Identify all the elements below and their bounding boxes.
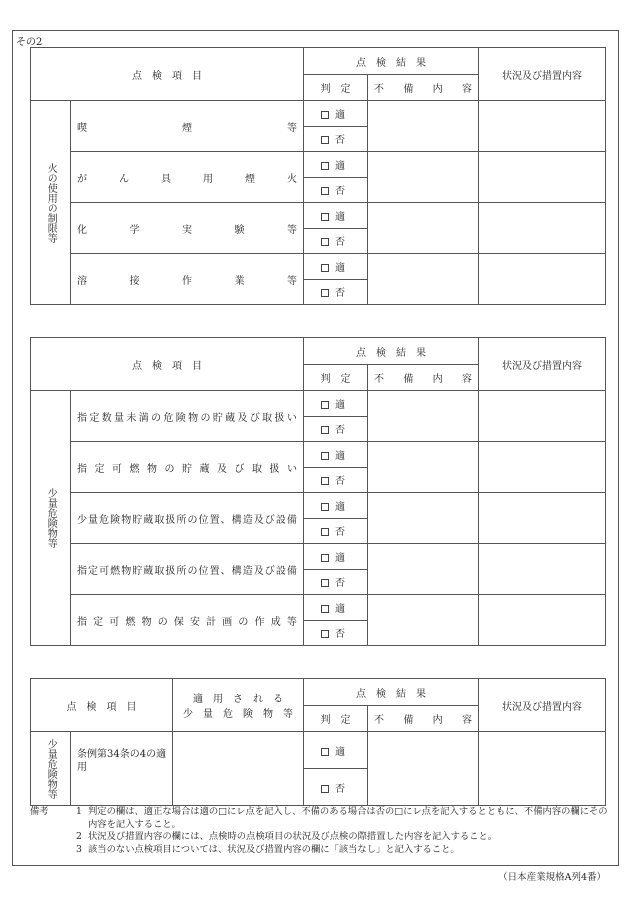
header-result: 点 検 結 果	[304, 48, 479, 75]
note-line	[76, 806, 610, 831]
note-line	[76, 844, 610, 857]
check-item-label: 溶 接 作 業 等	[77, 275, 297, 287]
status-cell[interactable]	[479, 203, 606, 254]
judge-ok-cell[interactable]	[304, 732, 368, 769]
defect-cell[interactable]	[368, 254, 479, 305]
header-result: 点 検 結 果	[304, 338, 479, 365]
checkbox-icon[interactable]	[321, 238, 329, 246]
defect-cell[interactable]	[368, 493, 479, 544]
note-number: 1	[76, 806, 82, 817]
note-text: 該当のない点検項目については、状況及び措置内容の欄に「該当なし」と記入すること。	[88, 843, 460, 855]
judge-ok-cell[interactable]	[304, 493, 368, 519]
judge-ng-cell-label: 否	[335, 288, 345, 300]
defect-cell[interactable]	[368, 152, 479, 203]
defect-cell[interactable]	[368, 442, 479, 493]
notes	[30, 806, 610, 856]
notes-label: 備考	[30, 806, 49, 817]
judge-ng-cell[interactable]	[304, 228, 368, 254]
check-item	[71, 391, 304, 442]
judge-ng-cell-label: 否	[335, 135, 345, 147]
small-hazard-table	[30, 337, 606, 646]
judge-ok-cell-label: 適	[335, 450, 345, 462]
judge-ok-cell[interactable]	[304, 391, 368, 417]
header-status: 状況及び措置内容	[479, 679, 606, 732]
item-label: 条例第34条の4の適用	[71, 732, 173, 806]
check-item-label: 少 量 危 険 物 貯 蔵 取 扱 所 の 位 置 、 構 造 及 び 設 備	[77, 514, 297, 526]
judge-ok-cell-label: 適	[335, 603, 345, 615]
category-label: 少量危険物等	[45, 738, 57, 799]
checkbox-icon[interactable]	[321, 452, 329, 460]
judge-ng-cell[interactable]	[304, 279, 368, 305]
check-item	[71, 203, 304, 254]
judge-ok-cell-label: 適	[335, 552, 345, 564]
status-cell[interactable]	[479, 442, 606, 493]
defect-cell[interactable]	[368, 544, 479, 595]
judge-ng-cell-label: 否	[335, 578, 345, 590]
check-item-label: 指 定 数 量 未 満 の 危 険 物 の 貯 蔵 及 び 取 扱 い	[77, 412, 297, 424]
header-applied-line1: 適 用 さ れ る	[193, 694, 283, 705]
check-item-label: が ん 具 用 煙 火	[77, 173, 297, 185]
check-item	[71, 101, 304, 152]
check-item	[71, 254, 304, 305]
judge-ng-cell[interactable]	[304, 126, 368, 152]
judge-ok-cell-label: 適	[335, 399, 345, 411]
checkbox-icon[interactable]	[321, 187, 329, 195]
header-result: 点 検 結 果	[304, 679, 479, 706]
check-item	[71, 595, 304, 646]
judge-ok-label: 適	[335, 746, 345, 758]
judge-ng-cell-label: 否	[335, 629, 345, 641]
category-label: 少量危険物等	[45, 488, 57, 548]
note-number: 3	[76, 843, 82, 855]
checkbox-icon[interactable]	[321, 264, 329, 272]
header-defect: 不 備 内 容	[368, 365, 479, 391]
check-item	[71, 493, 304, 544]
judge-ng-cell[interactable]	[304, 620, 368, 646]
check-item	[71, 544, 304, 595]
check-item	[71, 442, 304, 493]
category-cell	[31, 101, 71, 305]
checkbox-icon[interactable]	[321, 503, 329, 511]
judge-ng-cell[interactable]	[304, 569, 368, 595]
judge-ok-cell-label: 適	[335, 262, 345, 274]
header-item: 点 検 項 目	[31, 338, 304, 391]
header-applied	[173, 679, 304, 732]
judge-ok-cell[interactable]	[304, 595, 368, 621]
judge-ng-cell[interactable]	[304, 769, 368, 806]
status-cell[interactable]	[479, 595, 606, 646]
judge-ng-cell-label: 否	[335, 237, 345, 249]
checkbox-icon[interactable]	[321, 136, 329, 144]
defect-cell[interactable]	[368, 101, 479, 152]
header-defect: 不 備 内 容	[368, 75, 479, 101]
checkbox-icon[interactable]	[321, 785, 329, 793]
header-judge: 判 定	[304, 706, 368, 732]
header-item: 点 検 項 目	[31, 48, 304, 101]
defect-cell[interactable]	[368, 595, 479, 646]
header-status: 状況及び措置内容	[479, 48, 606, 101]
checkbox-icon[interactable]	[321, 401, 329, 409]
defect-cell[interactable]	[368, 203, 479, 254]
judge-ok-cell[interactable]	[304, 442, 368, 468]
judge-ng-cell-label: 否	[335, 527, 345, 539]
checkbox-icon[interactable]	[321, 630, 329, 638]
category-cell	[31, 732, 71, 806]
status-cell[interactable]	[479, 254, 606, 305]
checkbox-icon[interactable]	[321, 162, 329, 170]
check-item-label: 指 定 可 燃 物 貯 蔵 取 扱 所 の 位 置 、 構 造 及 び 設 備	[77, 565, 297, 577]
header-item: 点 検 項 目	[31, 679, 173, 732]
judge-ng-label: 否	[335, 783, 345, 795]
status-cell[interactable]	[479, 152, 606, 203]
status-cell[interactable]	[479, 544, 606, 595]
header-status: 状況及び措置内容	[479, 338, 606, 391]
judge-ng-cell-label: 否	[335, 186, 345, 198]
check-item	[71, 152, 304, 203]
status-cell[interactable]	[479, 493, 606, 544]
judge-ok-cell[interactable]	[304, 152, 368, 178]
judge-ok-cell[interactable]	[304, 101, 368, 127]
defect-cell[interactable]	[368, 391, 479, 442]
judge-ok-cell[interactable]	[304, 203, 368, 229]
note-text: 状況及び措置内容の欄には、点検時の点検項目の状況及び点検の際措置した内容を記入すること。	[88, 831, 498, 842]
checkbox-icon[interactable]	[321, 213, 329, 221]
applied-cell[interactable]	[173, 732, 304, 806]
checkbox-icon[interactable]	[321, 477, 329, 485]
check-item-label: 化 学 実 験 等	[77, 224, 297, 236]
status-cell[interactable]	[479, 391, 606, 442]
note-number: 2	[76, 831, 82, 842]
judge-ok-cell-label: 適	[335, 160, 345, 172]
header-defect: 不 備 内 容	[368, 706, 479, 732]
judge-ng-cell[interactable]	[304, 416, 368, 442]
judge-ng-cell[interactable]	[304, 518, 368, 544]
judge-ng-cell-label: 否	[335, 476, 345, 488]
status-cell[interactable]	[479, 101, 606, 152]
checkbox-icon[interactable]	[321, 111, 329, 119]
header-applied-line2: 少 量 危 険 物 等	[183, 709, 293, 720]
header-judge: 判 定	[304, 75, 368, 101]
category-label: 火の使用の制限等	[45, 162, 57, 243]
check-item-label: 指 定 可 燃 物 の 保 安 計 画 の 作 成 等	[77, 616, 297, 628]
fire-use-table	[30, 47, 606, 305]
judge-ok-cell[interactable]	[304, 544, 368, 570]
checkbox-icon[interactable]	[321, 289, 329, 297]
check-item-label: 指 定 可 燃 物 の 貯 蔵 及 び 取 扱 い	[77, 463, 297, 475]
defect-cell[interactable]	[368, 732, 479, 806]
judge-ok-cell-label: 適	[335, 501, 345, 513]
checkbox-icon[interactable]	[321, 528, 329, 536]
checkbox-icon[interactable]	[321, 748, 329, 756]
check-item-label: 喫 煙 等	[77, 122, 297, 134]
judge-ok-cell-label: 適	[335, 109, 345, 121]
note-text: 判定の欄は、適正な場合は適の□にレ点を記入し、不備のある場合は否の□にレ点を記入するとともに、不備内容の欄にその内容を記入すること。	[88, 806, 608, 830]
checkbox-icon[interactable]	[321, 605, 329, 613]
judge-ok-cell-label: 適	[335, 211, 345, 223]
judge-ng-cell-label: 否	[335, 425, 345, 437]
sheet-label: その2	[16, 37, 43, 48]
judge-ng-cell[interactable]	[304, 177, 368, 203]
judge-ok-cell[interactable]	[304, 254, 368, 280]
judge-ng-cell[interactable]	[304, 467, 368, 493]
header-judge: 判 定	[304, 365, 368, 391]
ordinance-table	[30, 678, 606, 806]
checkbox-icon[interactable]	[321, 579, 329, 587]
category-cell	[31, 391, 71, 646]
paper-size-note: （日本産業規格A列4番）	[498, 872, 606, 883]
checkbox-icon[interactable]	[321, 426, 329, 434]
note-line	[76, 831, 610, 844]
checkbox-icon[interactable]	[321, 554, 329, 562]
status-cell[interactable]	[479, 732, 606, 806]
